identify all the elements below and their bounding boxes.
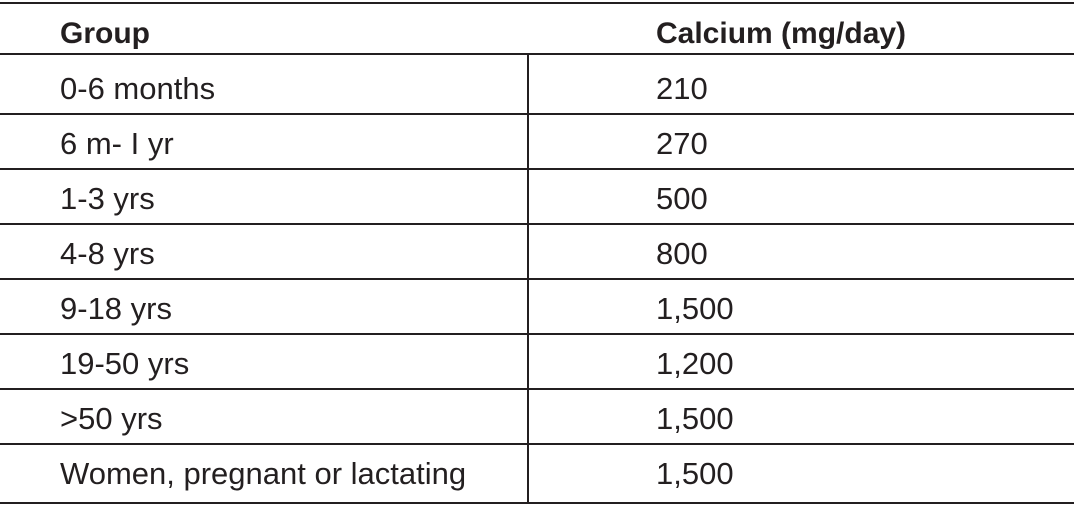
table-top-rule <box>0 2 1074 4</box>
calcium-cell: 1,500 <box>656 401 734 436</box>
header-calcium: Calcium (mg/day) <box>656 17 907 50</box>
calcium-cell: 800 <box>656 236 708 271</box>
table-header-rule <box>0 53 1074 55</box>
table-bottom-rule <box>0 502 1074 504</box>
group-cell: 4-8 yrs <box>60 236 155 271</box>
calcium-cell: 210 <box>656 71 708 106</box>
table-row-rule <box>0 278 1074 280</box>
group-cell: 9-18 yrs <box>60 291 172 326</box>
group-cell: 0-6 months <box>60 71 216 106</box>
group-cell: >50 yrs <box>60 401 163 436</box>
column-divider <box>527 54 529 504</box>
group-cell: 19-50 yrs <box>60 346 190 381</box>
header-group: Group <box>60 17 150 50</box>
calcium-cell: 1,500 <box>656 456 734 491</box>
calcium-cell: 1,200 <box>656 346 734 381</box>
table-row-rule <box>0 223 1074 225</box>
calcium-cell: 1,500 <box>656 291 734 326</box>
calcium-cell: 270 <box>656 126 708 161</box>
group-cell: 1-3 yrs <box>60 181 155 216</box>
group-cell: Women, pregnant or lactating <box>60 456 467 491</box>
calcium-cell: 500 <box>656 181 708 216</box>
group-cell: 6 m- I yr <box>60 126 174 161</box>
